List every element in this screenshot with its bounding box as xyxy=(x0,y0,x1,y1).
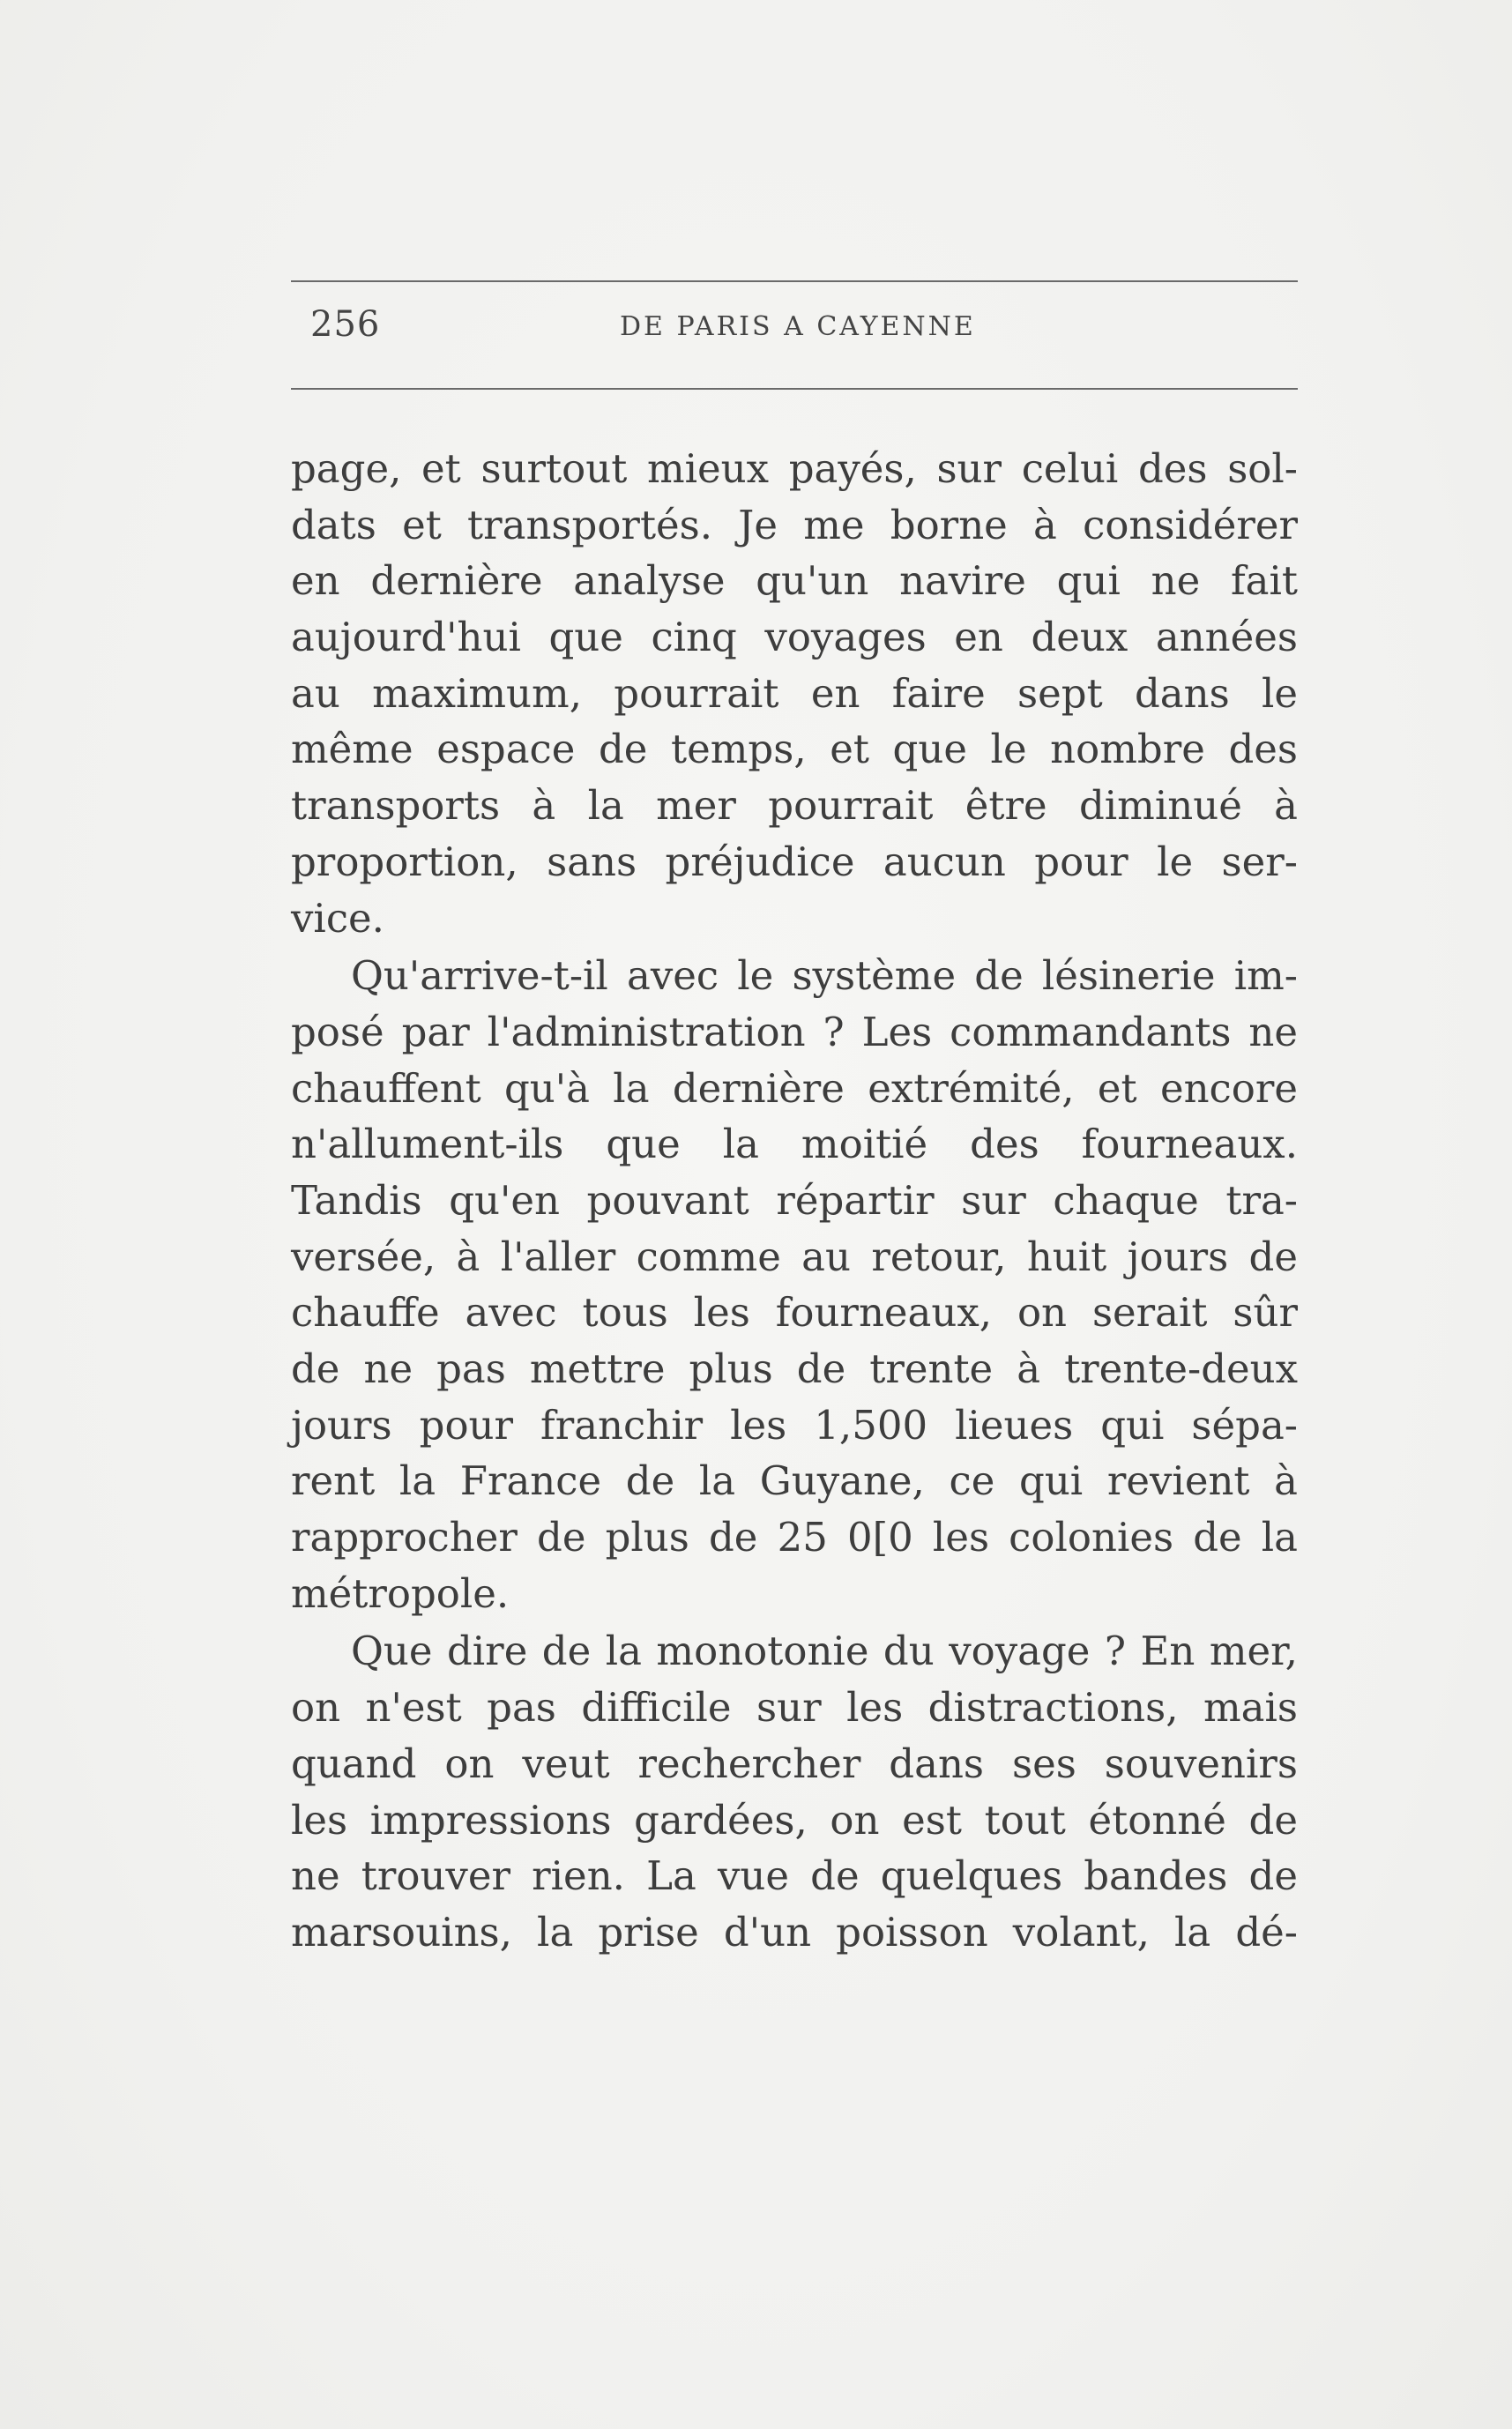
text-line: dats et transportés. Je me borne à considérer xyxy=(291,501,1298,548)
text-line: posé par l'administration ? Les commandants ne xyxy=(291,1008,1298,1055)
text-line: transports à la mer pourrait être diminué à xyxy=(291,782,1298,830)
text-line: marsouins, la prise d'un poisson volant, la dé- xyxy=(291,1908,1298,1956)
text-line: versée, à l'aller comme au retour, huit jours de xyxy=(291,1233,1298,1280)
text-line: en dernière analyse qu'un navire qui ne fait xyxy=(291,557,1298,605)
body-text xyxy=(291,441,1298,1961)
text-line: vice. xyxy=(291,894,384,942)
text-line: aujourd'hui que cinq voyages en deux années xyxy=(291,614,1298,661)
text-line: rapprocher de plus de 25 0[0 les colonies de la xyxy=(291,1514,1298,1561)
text-line: proportion, sans préjudice aucun pour le ser- xyxy=(291,838,1298,885)
paragraph-1 xyxy=(291,441,1298,946)
text-line: métropole. xyxy=(291,1569,510,1617)
text-line: page, et surtout mieux payés, sur celui des sol- xyxy=(291,445,1298,492)
text-line: au maximum, pourrait en faire sept dans le xyxy=(291,669,1298,717)
paragraph-3 xyxy=(291,1623,1298,1960)
text-line: ne trouver rien. La vue de quelques bandes de xyxy=(291,1852,1298,1900)
text-line: les impressions gardées, on est tout étonné de xyxy=(291,1796,1298,1844)
text-line: n'allument-ils que la moitié des fourneaux. xyxy=(291,1121,1298,1168)
text-line: on n'est pas difficile sur les distractions, mais xyxy=(291,1684,1298,1732)
text-line: chauffe avec tous les fourneaux, on serait sûr xyxy=(291,1289,1298,1337)
page-header xyxy=(291,304,1298,357)
text-line: chauffent qu'à la dernière extrémité, et encore xyxy=(291,1064,1298,1112)
text-line: de ne pas mettre plus de trente à trente-deux xyxy=(291,1345,1298,1392)
text-line: quand on veut rechercher dans ses souvenirs xyxy=(291,1740,1298,1787)
header-top-rule xyxy=(291,280,1298,282)
paragraph-2 xyxy=(291,948,1298,1621)
header-bottom-rule xyxy=(291,388,1298,390)
text-line: même espace de temps, et que le nombre des xyxy=(291,726,1298,773)
running-head: DE PARIS A CAYENNE xyxy=(620,311,976,342)
text-line: jours pour franchir les 1,500 lieues qui sépa- xyxy=(291,1401,1298,1449)
text-line: Tandis qu'en pouvant répartir sur chaque tra- xyxy=(291,1176,1298,1224)
text-line: Que dire de la monotonie du voyage ? En mer, xyxy=(351,1628,1298,1675)
page-number: 256 xyxy=(310,304,381,345)
text-line: Qu'arrive-t-il avec le système de lésinerie im- xyxy=(351,952,1298,1000)
text-line: rent la France de la Guyane, ce qui revient à xyxy=(291,1457,1298,1505)
